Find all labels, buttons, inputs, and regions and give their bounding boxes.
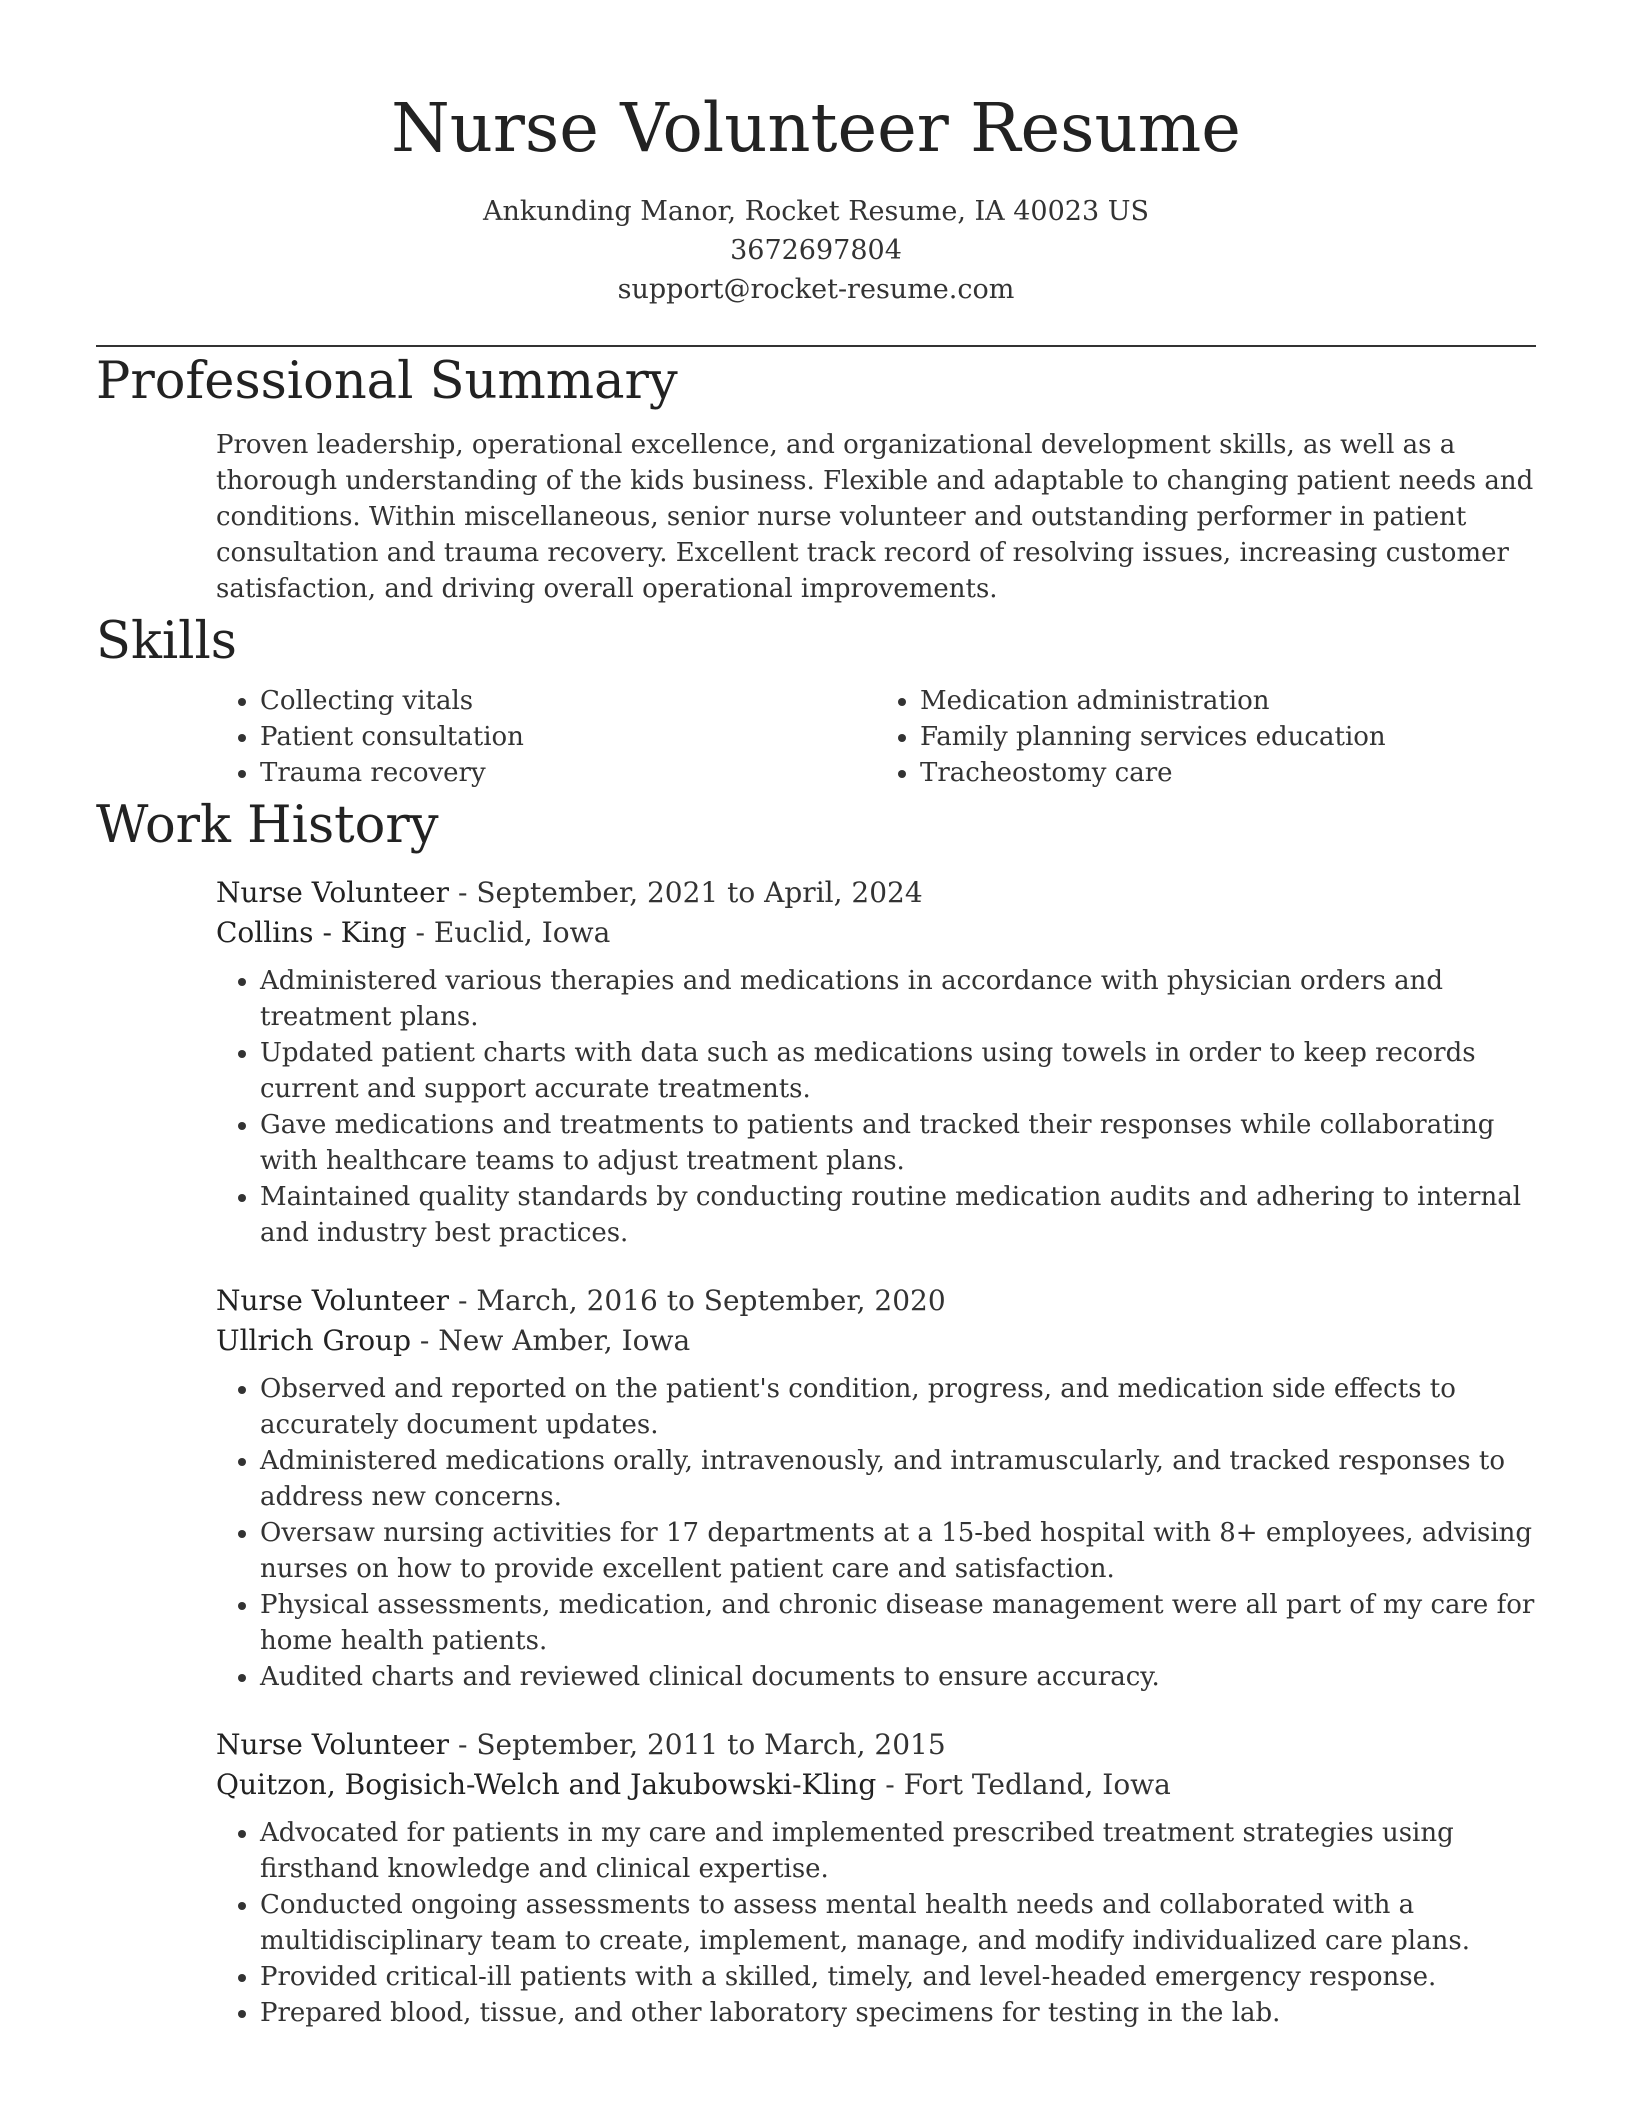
job-entry <box>216 1281 1536 1695</box>
skill-item: • Medication administration <box>920 683 1536 719</box>
job-bullet: • Observed and reported on the patient's condition, progress, and medication side effects to accurately document updates. <box>260 1371 1536 1443</box>
job-bullet: • Advocated for patients in my care and implemented prescribed treatment strategies using firsthand knowledge and clinical expertise. <box>260 1815 1536 1887</box>
job-bullet: • Prepared blood, tissue, and other laboratory specimens for testing in the lab. <box>260 1995 1536 2031</box>
job-bullet: • Updated patient charts with data such as medications using towels in order to keep records current and support accurate treatments. <box>260 1035 1536 1107</box>
job-entry <box>216 1725 1536 2031</box>
summary-text: Proven leadership, operational excellence, and organizational development skills, as well as a thorough understanding of the kids business. Flexible and adaptable to changing patient needs and conditions. Within miscellaneous, senior nurse volunteer and outstanding performer in patient consultation and trauma recovery. Excellent track record of resolving issues, increasing customer satisfaction, and driving overall operational improvements. <box>216 430 1534 604</box>
job-bullet: • Provided critical-ill patients with a skilled, timely, and level-headed emergency response. <box>260 1959 1536 1995</box>
job-bullets <box>216 1815 1536 2031</box>
job-bullet: • Oversaw nursing activities for 17 departments at a 15-bed hospital with 8+ employees, advising nurses on how to provide excellent patient care and satisfaction. <box>260 1515 1536 1587</box>
job-title-line <box>216 1281 1536 1321</box>
job-bullet: • Maintained quality standards by conducting routine medication audits and adhering to internal and industry best practices. <box>260 1179 1536 1251</box>
job-title-line <box>216 1725 1536 1765</box>
address-text: Ankunding Manor, Rocket Resume, IA 40023 US <box>483 196 1149 227</box>
skill-item: • Family planning services education <box>920 719 1536 755</box>
job-title-line <box>216 873 1536 913</box>
resume-header <box>0 0 1632 309</box>
job-company-line <box>216 1765 1536 1805</box>
job-dates: - September, 2011 to March, 2015 <box>449 1728 946 1761</box>
job-company: Quitzon, Bogisich-Welch and Jakubowski-Kling <box>216 1768 877 1801</box>
email-text: support@rocket-resume.com <box>617 274 1015 305</box>
job-dates: - March, 2016 to September, 2020 <box>449 1284 946 1317</box>
job-role: Nurse Volunteer <box>216 876 450 909</box>
skill-item: • Tracheostomy care <box>920 755 1536 791</box>
job-bullet: • Administered medications orally, intravenously, and intramuscularly, and tracked responses to address new concerns. <box>260 1443 1536 1515</box>
contact-info <box>0 192 1632 309</box>
skills-list <box>216 683 1536 791</box>
skills-column-left <box>216 683 876 791</box>
page-title: Nurse Volunteer Resume <box>391 89 1241 167</box>
job-company-line <box>216 1321 1536 1361</box>
job-bullet: • Physical assessments, medication, and chronic disease management were all part of my care for home health patients. <box>260 1587 1536 1659</box>
job-bullet: • Administered various therapies and medications in accordance with physician orders and treatment plans. <box>260 963 1536 1035</box>
job-bullet: • Audited charts and reviewed clinical documents to ensure accuracy. <box>260 1659 1536 1695</box>
job-bullet: • Conducted ongoing assessments to assess mental health needs and collaborated with a multidisciplinary team to create, implement, manage, and modify individualized care plans. <box>260 1887 1536 1959</box>
work-history-heading: Work History <box>96 796 439 855</box>
job-company-line <box>216 913 1536 953</box>
job-role: Nurse Volunteer <box>216 1284 450 1317</box>
job-role: Nurse Volunteer <box>216 1728 450 1761</box>
job-location: - New Amber, Iowa <box>411 1324 691 1357</box>
job-bullets <box>216 963 1536 1251</box>
skills-heading: Skills <box>96 612 237 671</box>
job-company: Collins - King <box>216 916 407 949</box>
job-bullet: • Gave medications and treatments to patients and tracked their responses while collaborating with healthcare teams to adjust treatment plans. <box>260 1107 1536 1179</box>
summary-heading: Professional Summary <box>96 352 678 411</box>
phone-text: 3672697804 <box>730 235 902 266</box>
job-location: - Euclid, Iowa <box>406 916 611 949</box>
job-bullets <box>216 1371 1536 1695</box>
job-company: Ullrich Group <box>216 1324 412 1357</box>
job-dates: - September, 2021 to April, 2024 <box>449 876 923 909</box>
job-location: - Fort Tedland, Iowa <box>876 1768 1171 1801</box>
skill-item: • Collecting vitals <box>260 683 876 719</box>
skill-item: • Trauma recovery <box>260 755 876 791</box>
skill-item: • Patient consultation <box>260 719 876 755</box>
skills-column-right <box>876 683 1536 791</box>
job-entry <box>216 873 1536 1251</box>
